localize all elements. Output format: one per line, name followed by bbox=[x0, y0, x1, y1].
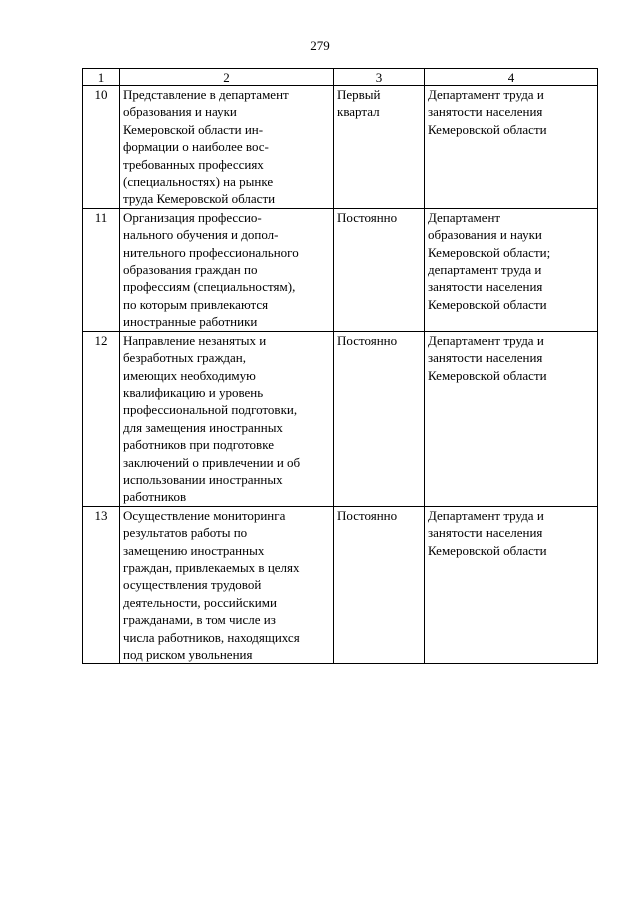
table-row bbox=[83, 208, 598, 331]
measure-text: Осуществление мониторинга результатов работы по замещению иностранных граждан, привлекаемых в целях осуществления трудовой деятельности, российскими гражданами, в том числе из числа работников, находящихся под риском увольнения bbox=[123, 507, 300, 662]
row-number: 13 bbox=[83, 506, 120, 664]
table-row bbox=[83, 506, 598, 664]
page-number: 279 bbox=[310, 38, 330, 53]
column-header: 1 bbox=[83, 69, 120, 86]
column-header: 2 bbox=[120, 69, 334, 86]
row-number: 12 bbox=[83, 331, 120, 506]
executor-text: Департамент труда и занятости населения Кемеровской области bbox=[428, 332, 547, 383]
column-header: 3 bbox=[334, 69, 425, 86]
executor-text: Департамент труда и занятости населения Кемеровской области bbox=[428, 507, 547, 558]
measure-text: Организация профессио- нального обучения и допол- нительного профессионального образования граждан по профессиям (специальностям), по которым привлекаются иностранные работники bbox=[123, 209, 299, 330]
term-text: Постоянно bbox=[337, 507, 398, 523]
table-row bbox=[83, 331, 598, 506]
executor-text: Департамент труда и занятости населения Кемеровской области bbox=[428, 87, 547, 137]
row-number: 10 bbox=[83, 86, 120, 209]
measures-table bbox=[82, 68, 598, 664]
row-number: 11 bbox=[83, 208, 120, 331]
column-header: 4 bbox=[425, 69, 598, 86]
term-text: Постоянно bbox=[337, 209, 398, 225]
measure-text: Представление в департамент образования и науки Кемеровской области ин- формации о наиболее вос- требованных профессиях (специальностях) на рынке труда Кемеровской области bbox=[123, 87, 289, 207]
term-text: Постоянно bbox=[337, 332, 398, 348]
executor-text: Департамент образования и науки Кемеровской области; департамент труда и занятости населения Кемеровской области bbox=[428, 209, 551, 312]
measure-text: Направление незанятых и безработных граждан, имеющих необходимую квалификацию и уровень профессиональной подготовки, для замещения иностранных работников при подготовке заключений о привлечении и об использовании иностранных работников bbox=[123, 332, 301, 505]
table-header-row bbox=[83, 69, 598, 86]
table-row bbox=[83, 86, 598, 209]
term-text: Первый квартал bbox=[337, 87, 381, 120]
